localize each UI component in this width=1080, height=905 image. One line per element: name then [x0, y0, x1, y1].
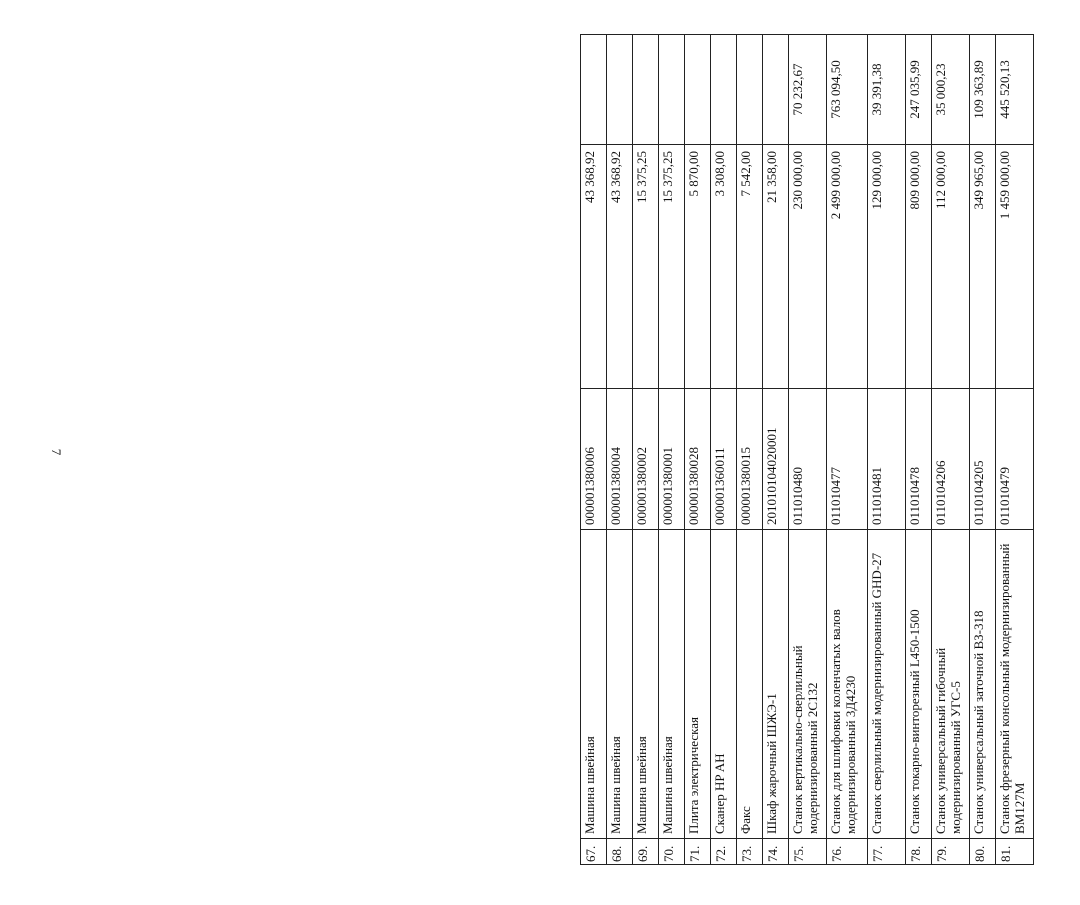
row-number: 74.: [763, 839, 789, 865]
item-name: Машина швейная: [633, 530, 659, 839]
inventory-code: 011010480: [789, 389, 827, 530]
inventory-code: 000001380002: [633, 389, 659, 530]
inventory-code: 000001380028: [685, 389, 711, 530]
cost-value: 2 499 000,00: [827, 145, 868, 389]
residual-value: [711, 35, 737, 145]
cost-value: 15 375,25: [659, 145, 685, 389]
inventory-code: 000001380015: [737, 389, 763, 530]
residual-value: [763, 35, 789, 145]
residual-value: [659, 35, 685, 145]
item-name: Сканер HP AH: [711, 530, 737, 839]
table-row: [906, 35, 932, 865]
page-number: 7: [49, 448, 64, 456]
item-name: Станок фрезерный консольный модернизированный ВМ127М: [996, 530, 1034, 839]
residual-value: 109 363,89: [970, 35, 996, 145]
row-number: 75.: [789, 839, 827, 865]
table-row: [868, 35, 906, 865]
inventory-code: 011010478: [906, 389, 932, 530]
row-number: 70.: [659, 839, 685, 865]
row-number: 73.: [737, 839, 763, 865]
cost-value: 349 965,00: [970, 145, 996, 389]
row-number: 79.: [932, 839, 970, 865]
residual-value: [607, 35, 633, 145]
cost-value: 5 870,00: [685, 145, 711, 389]
item-name: Машина швейная: [607, 530, 633, 839]
row-number: 69.: [633, 839, 659, 865]
table-row: [827, 35, 868, 865]
table-row: [763, 35, 789, 865]
inventory-code: 000001380006: [581, 389, 607, 530]
cost-value: 3 308,00: [711, 145, 737, 389]
inventory-code: 0110104206: [932, 389, 970, 530]
table-row: [581, 35, 607, 865]
table-row: [970, 35, 996, 865]
item-name: Станок универсальный заточной ВЗ-318: [970, 530, 996, 839]
row-number: 80.: [970, 839, 996, 865]
item-name: Станок универсальный гибочный модернизированный УГС-5: [932, 530, 970, 839]
cost-value: 43 368,92: [581, 145, 607, 389]
item-name: Станок сверлильный модернизированный GHD-27: [868, 530, 906, 839]
table-row: [659, 35, 685, 865]
inventory-code: 000001380004: [607, 389, 633, 530]
inventory-code: 011010477: [827, 389, 868, 530]
item-name: Машина швейная: [659, 530, 685, 839]
row-number: 76.: [827, 839, 868, 865]
item-name: Станок вертикально-сверлильный модернизированный 2С132: [789, 530, 827, 839]
cost-value: 1 459 000,00: [996, 145, 1034, 389]
residual-value: 70 232,67: [789, 35, 827, 145]
cost-value: 21 358,00: [763, 145, 789, 389]
table-row: [996, 35, 1034, 865]
cost-value: 230 000,00: [789, 145, 827, 389]
inventory-code: 0110104205: [970, 389, 996, 530]
cost-value: 43 368,92: [607, 145, 633, 389]
item-name: Станок для шлифовки коленчатых валов модернизированный 3Д4230: [827, 530, 868, 839]
residual-value: 763 094,50: [827, 35, 868, 145]
row-number: 67.: [581, 839, 607, 865]
table-row: [633, 35, 659, 865]
item-name: Плита электрическая: [685, 530, 711, 839]
table-row: [607, 35, 633, 865]
item-name: Факс: [737, 530, 763, 839]
rotated-page-content: [580, 35, 1080, 865]
table-row: [789, 35, 827, 865]
residual-value: 39 391,38: [868, 35, 906, 145]
row-number: 71.: [685, 839, 711, 865]
row-number: 77.: [868, 839, 906, 865]
residual-value: [737, 35, 763, 145]
item-name: Станок токарно-винторезный L450-1500: [906, 530, 932, 839]
inventory-code: 000001380001: [659, 389, 685, 530]
row-number: 81.: [996, 839, 1034, 865]
row-number: 78.: [906, 839, 932, 865]
cost-value: 809 000,00: [906, 145, 932, 389]
asset-table: [580, 34, 1034, 865]
residual-value: [581, 35, 607, 145]
item-name: Шкаф жарочный ШЖЭ-1: [763, 530, 789, 839]
residual-value: 35 000,23: [932, 35, 970, 145]
table-row: [685, 35, 711, 865]
residual-value: 247 035,99: [906, 35, 932, 145]
residual-value: [685, 35, 711, 145]
item-name: Машина швейная: [581, 530, 607, 839]
table-row: [737, 35, 763, 865]
inventory-code: 000001360011: [711, 389, 737, 530]
cost-value: 112 000,00: [932, 145, 970, 389]
residual-value: [633, 35, 659, 145]
cost-value: 129 000,00: [868, 145, 906, 389]
inventory-code: 201010104020001: [763, 389, 789, 530]
residual-value: 445 520,13: [996, 35, 1034, 145]
row-number: 68.: [607, 839, 633, 865]
table-row: [711, 35, 737, 865]
inventory-code: 011010479: [996, 389, 1034, 530]
table-row: [932, 35, 970, 865]
cost-value: 15 375,25: [633, 145, 659, 389]
inventory-code: 011010481: [868, 389, 906, 530]
row-number: 72.: [711, 839, 737, 865]
cost-value: 7 542,00: [737, 145, 763, 389]
